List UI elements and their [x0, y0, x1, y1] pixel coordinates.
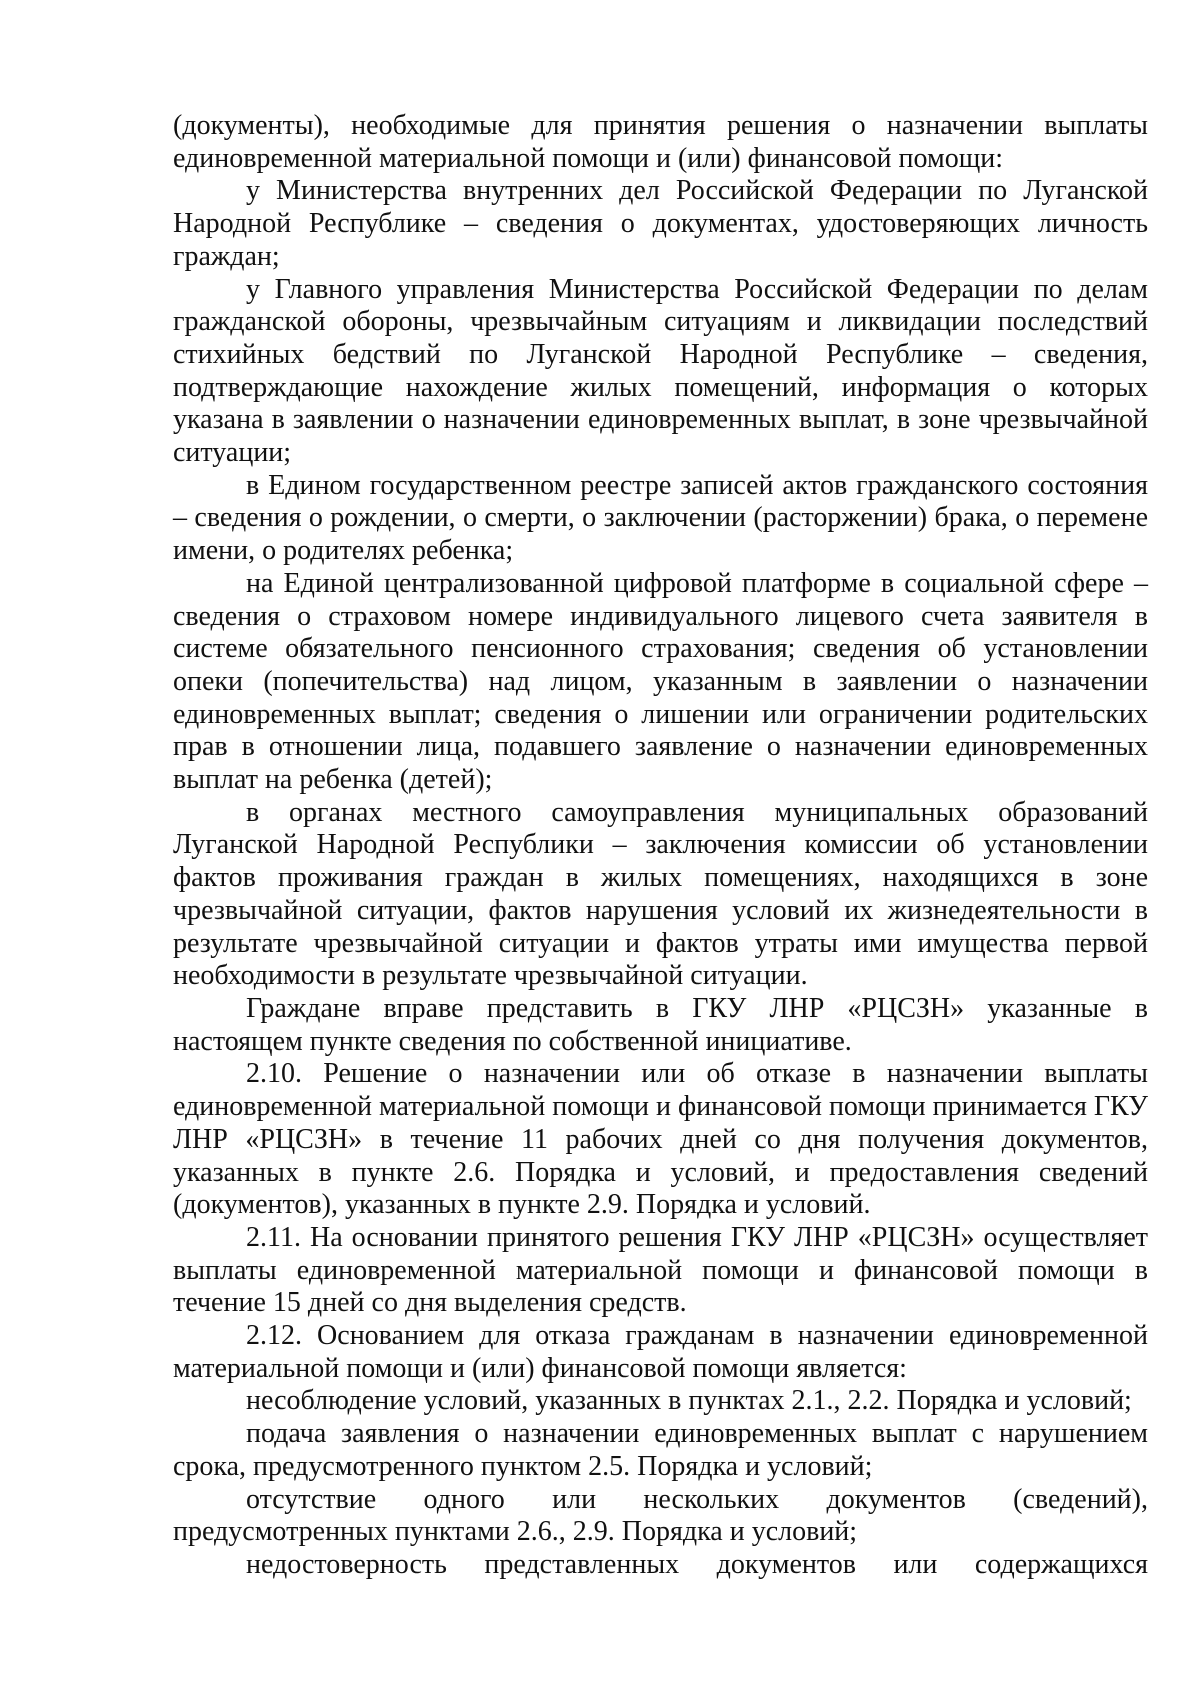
- paragraph-social-platform: на Единой централизованной цифровой платформе в социальной сфере – сведения о страховом номере индивидуального лицевого счета заявителя в системе обязательного пенсионного страхования; сведения об установлении опеки (попечительства) над лицом, указанным в заявлении о назначении единовременных выплат; сведения о лишении или ограничении родительских прав в отношении лица, подавшего заявление о назначении единовременных выплат на ребенка (детей);: [173, 567, 1148, 796]
- paragraph-refusal-deadline: подача заявления о назначении единовременных выплат с нарушением срока, предусмотренного пунктом 2.5. Порядка и условий;: [173, 1418, 1148, 1482]
- paragraph-refusal-missing-docs: отсутствие одного или нескольких документов (сведений), предусмотренных пунктами 2.6., 2.9. Порядка и условий;: [173, 1483, 1148, 1548]
- paragraph-own-initiative: Граждане вправе представить в ГКУ ЛНР «РЦСЗН» указанные в настоящем пункте сведения по собственной инициативе.: [173, 992, 1148, 1057]
- paragraph-documents-required: (документы), необходимые для принятия решения о назначении выплаты единовременной материальной помощи и (или) финансовой помощи:: [173, 110, 1148, 174]
- paragraph-mchs: у Главного управления Министерства Российской Федерации по делам гражданской обороны, чрезвычайным ситуациям и ликвидации последствий стихийных бедствий по Луганской Народной Республике – сведения, подтверждающие нахождение жилых помещений, информация о которых указана в заявлении о назначении единовременных выплат, в зоне чрезвычайной ситуации;: [173, 273, 1148, 469]
- paragraph-2-10: 2.10. Решение о назначении или об отказе в назначении выплаты единовременной материальной помощи и финансовой помощи принимается ГКУ ЛНР «РЦСЗН» в течение 11 рабочих дней со дня получения документов, указанных в пункте 2.6. Порядка и условий, и предоставления сведений (документов), указанных в пункте 2.9. Порядка и условий.: [173, 1058, 1148, 1221]
- paragraph-2-11: 2.11. На основании принятого решения ГКУ ЛНР «РЦСЗН» осуществляет выплаты единовременной материальной помощи и финансовой помощи в течение 15 дней со дня выделения средств.: [173, 1221, 1148, 1319]
- paragraph-2-12: 2.12. Основанием для отказа гражданам в назначении единовременной материальной помощи и (или) финансовой помощи является:: [173, 1320, 1148, 1384]
- paragraph-refusal-conditions: несоблюдение условий, указанных в пунктах 2.1., 2.2. Порядка и условий;: [246, 1385, 1132, 1417]
- document-page: [173, 110, 1148, 1582]
- paragraph-zags-registry: в Едином государственном реестре записей актов гражданского состояния – сведения о рождении, о смерти, о заключении (расторжении) брака, о перемене имени, о родителях ребенка;: [173, 469, 1148, 567]
- paragraph-local-government: в органах местного самоуправления муниципальных образований Луганской Народной Республики – заключения комиссии об установлении фактов проживания граждан в жилых помещениях, находящихся в зоне чрезвычайной ситуации, фактов нарушения условий их жизнедеятельности в результате чрезвычайной ситуации и фактов утраты ими имущества первой необходимости в результате чрезвычайной ситуации.: [173, 796, 1148, 992]
- paragraph-refusal-unreliable: недостоверность представленных документов или содержащихся: [246, 1548, 1148, 1580]
- paragraph-mvd: у Министерства внутренних дел Российской Федерации по Луганской Народной Республике – сведения о документах, удостоверяющих личность граждан;: [173, 175, 1148, 272]
